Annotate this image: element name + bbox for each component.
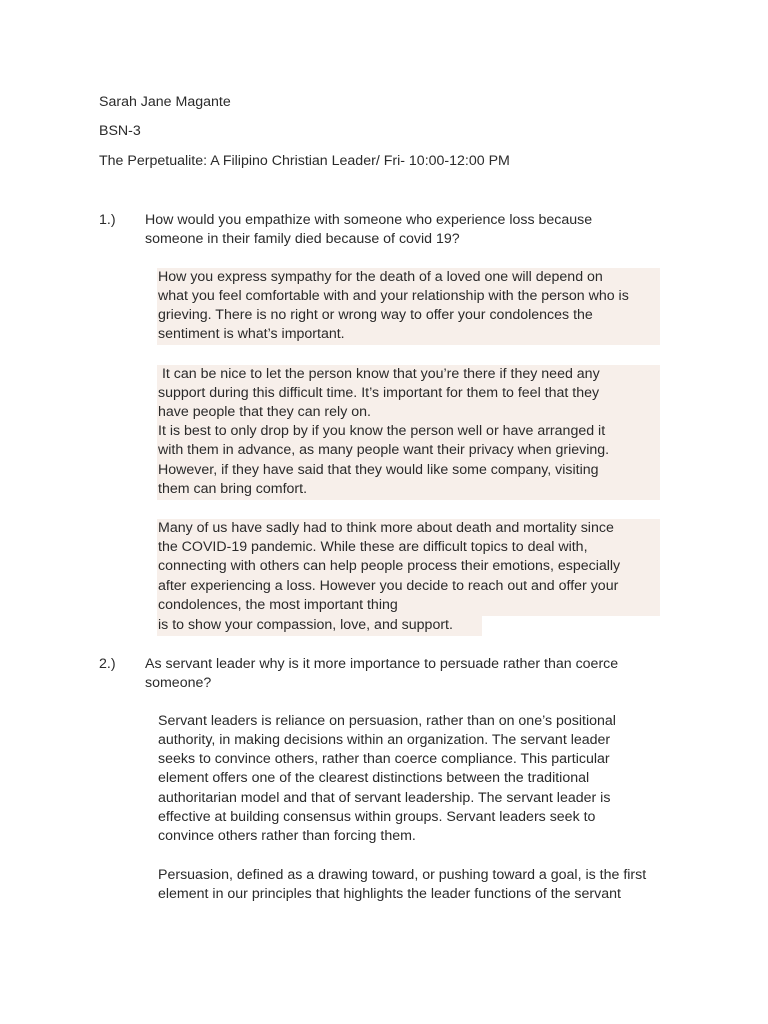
answer-text: the COVID-19 pandemic. While these are difficult topics to deal with, — [158, 539, 588, 555]
answer-text: sentiment is what’s important. — [158, 326, 345, 342]
answer-text: Persuasion, defined as a drawing toward, or pushing toward a goal, is the first — [158, 867, 647, 883]
answer-text: Many of us have sadly had to think more about death and mortality since — [158, 520, 614, 536]
student-name: Sarah Jane Magante — [99, 94, 231, 110]
answer-text: element in our principles that highlights the leader functions of the servant — [158, 886, 621, 902]
answer-text: Servant leaders is reliance on persuasion, rather than on one’s positional — [158, 713, 616, 729]
answer-text: seeks to convince others, rather than coerce compliance. This particular — [158, 751, 610, 767]
answer-text: How you express sympathy for the death of a loved one will depend on — [158, 269, 603, 285]
student-section: BSN-3 — [99, 123, 141, 139]
answer-text: is to show your compassion, love, and support. — [158, 617, 453, 633]
answer-text: convince others rather than forcing them. — [158, 828, 416, 844]
answer-text: support during this difficult time. It’s important for them to feel that they — [158, 385, 600, 401]
answer-text: what you feel comfortable with and your relationship with the person who is — [158, 288, 629, 304]
answer-text: authoritarian model and that of servant leadership. The servant leader is — [158, 790, 611, 806]
question-text: someone? — [145, 675, 212, 691]
question-text: How would you empathize with someone who experience loss because — [145, 212, 593, 228]
answer-text: have people that they can rely on. — [158, 404, 371, 420]
question-number: 1.) — [99, 212, 116, 228]
answer-text: element offers one of the clearest distinctions between the traditional — [158, 770, 590, 786]
question-text: As servant leader why is it more importance to persuade rather than coerce — [145, 656, 619, 672]
answer-text: them can bring comfort. — [158, 481, 308, 497]
answer-text: with them in advance, as many people want their privacy when grieving. — [158, 442, 610, 458]
answer-text: connecting with others can help people process their emotions, especially — [158, 558, 621, 574]
answer-text: It can be nice to let the person know that you’re there if they need any — [158, 366, 600, 382]
answer-text: authority, in making decisions within an organization. The servant leader — [158, 732, 611, 748]
answer-text: grieving. There is no right or wrong way to offer your condolences the — [158, 307, 593, 323]
answer-text: However, if they have said that they would like some company, visiting — [158, 462, 599, 478]
question-text: someone in their family died because of covid 19? — [145, 231, 460, 247]
answer-text: It is best to only drop by if you know the person well or have arranged it — [158, 423, 606, 439]
course-title: The Perpetualite: A Filipino Christian Leader/ Fri- 10:00-12:00 PM — [99, 153, 510, 169]
question-number: 2.) — [99, 656, 116, 672]
answer-text: after experiencing a loss. However you decide to reach out and offer your — [158, 578, 619, 594]
answer-text: effective at building consensus within groups. Servant leaders seek to — [158, 809, 596, 825]
answer-text: condolences, the most important thing — [158, 597, 398, 613]
